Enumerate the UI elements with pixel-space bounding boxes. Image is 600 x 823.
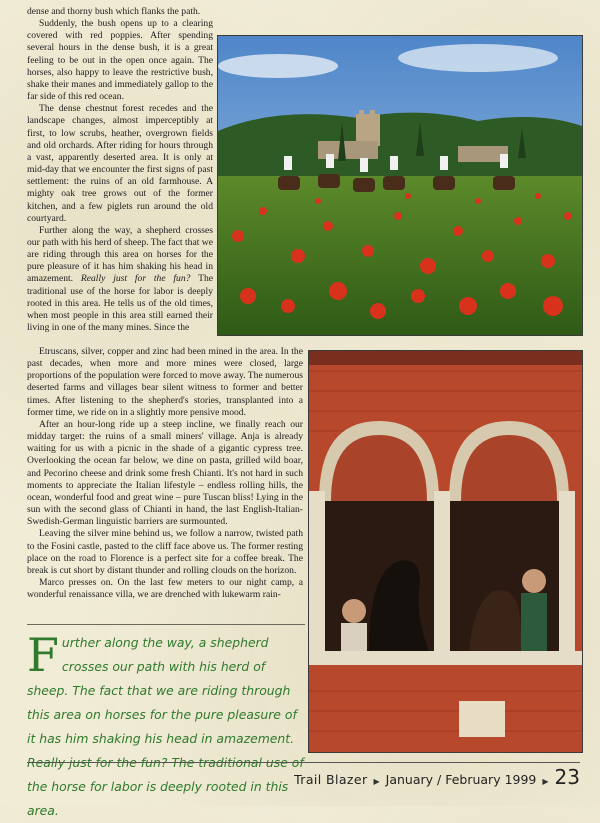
article-paragraph: Marco presses on. On the last few meters to our night camp, a wonderful renaissance villa, we are drenched with lukewarm rain- (27, 576, 303, 601)
article-paragraph: After an hour-long ride up a steep incline, we finally reach our midday target: the ruins of a small miners' village. Anja is already waiting for us with a picnic in the shade of a gigantic cypress tree. Overlooking the ocean far below, we dine on pasta, grilled wild boar, and Pecorino cheese and drink some fresh Chianti. It's not hard in such moments to appreciate the Italian lifestyle – endless rolling hills, the ocean, wonderful food and great wine – pure Tuscan bliss! Lying in the sun with the second glass of Chianti in hand, the last English-Italian-Swedish-German linguistic barriers are surmounted. (27, 418, 303, 528)
article-emphasis: Really just for the fun? (80, 273, 191, 285)
article-paragraph: Leaving the silver mine behind us, we follow a narrow, twisted path to the Fosini castle, pasted to the cliff face above us. The former resting place on the road to Florence is a perfect site for a coffee break. The break is cut short by distant thunder and rolling clouds on the horizon. (27, 528, 303, 576)
article-text: Further along the way, a shepherd crosses our path with his herd of sheep. The fact that we are riding through this area on horses for the pure pleasure of it has him shaking his head in amazement. (27, 224, 213, 285)
issue-date: January / February 1999 (385, 772, 537, 787)
riders-in-poppy-field-photo (217, 35, 583, 336)
pull-quote-text: urther along the way, a shepherd crosses our path with his herd of sheep. The fact that we are riding through this area on horses for the pure pleasure of it has him shaking his head in amazement. Really just for the fun? The traditional use of the horse for labor is deeply rooted in this area. (27, 635, 304, 818)
magazine-title: Trail Blazer (294, 772, 368, 787)
arrow-icon: ▶ (373, 777, 380, 786)
article-wide-column (27, 346, 303, 601)
article-column (27, 6, 213, 334)
page-number: 23 (554, 765, 580, 789)
article-paragraph: dense and thorny bush which flanks the path. (27, 6, 201, 17)
pull-quote-dropcap: F (27, 628, 59, 682)
horses-in-villa-window-photo (308, 350, 583, 753)
article-text: The traditional use of the horse for labor is deeply rooted in this area. He tells us of the old times, when most people in this area still earned their living in one of the many mines. Since the (27, 273, 213, 334)
page-footer (27, 762, 580, 787)
article-paragraph: Suddenly, the bush opens up to a clearing covered with red poppies. After spending several hours in the dense bush, it is a great feeling to be out in the open once again. The horses, also happy to leave the restrictive bush, shake their manes and immediately gallop to the far side of this red ocean. (27, 18, 213, 103)
article-paragraph: The dense chestnut forest recedes and the landscape changes, almost imperceptibly at first, to low scrubs, heather, overgrown fields and old orchards. After riding for hours through a vast, apparently deserted area. It is only at mid-day that we encounter the first signs of past settlement: the ruins of an old farmhouse. A mighty oak tree grows out of the former kitchen, and a few piglets run around the old courtyard. (27, 103, 213, 224)
pull-quote (27, 624, 305, 823)
article-paragraph (27, 225, 213, 334)
article-paragraph: Etruscans, silver, copper and zinc had been mined in the area. In the past decades, when more and more mines were closed, large proportions of the population were forced to move away. The numerous deserted farms and villages bear silent witness to former and better times. After listening to the shepherd's stories, transplanted into a former time, we ride on in a slightly more pensive mood. (27, 346, 303, 418)
arrow-icon: ▶ (542, 777, 549, 786)
